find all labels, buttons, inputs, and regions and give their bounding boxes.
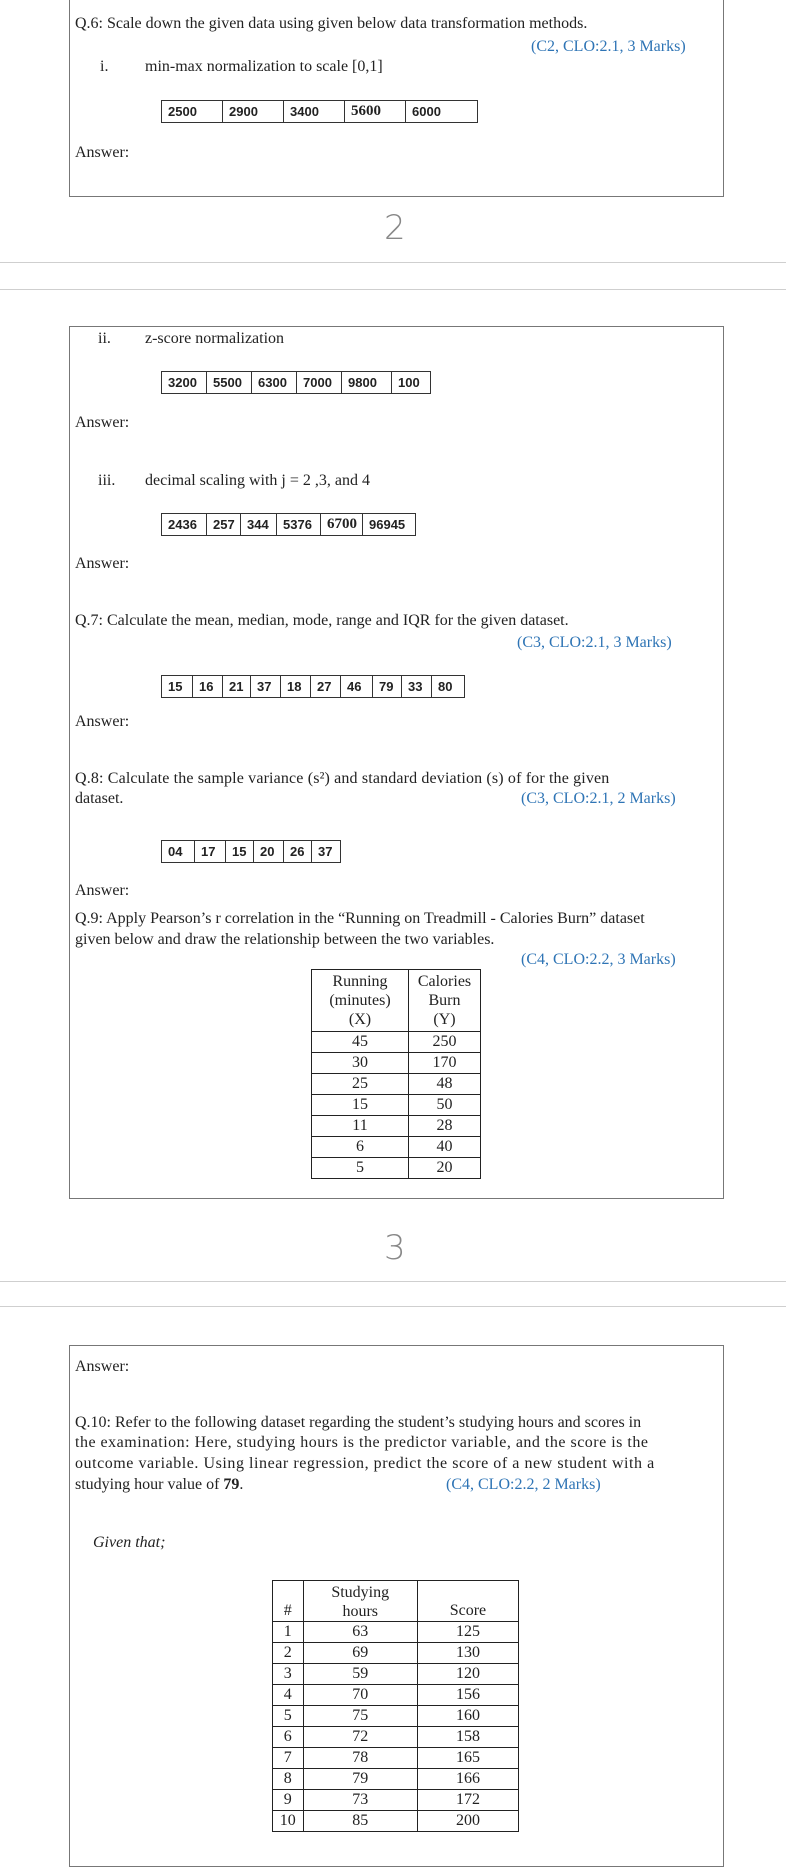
cell-index: 8 bbox=[273, 1769, 304, 1790]
cell-hours: 79 bbox=[303, 1769, 417, 1790]
cell-score: 200 bbox=[417, 1811, 518, 1832]
data-cell: 96945 bbox=[369, 517, 406, 532]
header-line: (X) bbox=[348, 1011, 372, 1028]
q6-i-text: min-max normalization to scale [0,1] bbox=[145, 58, 383, 75]
data-cell: 5500 bbox=[207, 372, 252, 393]
table-row bbox=[273, 1769, 519, 1790]
header-line: Calories bbox=[417, 973, 472, 990]
header-line: Running bbox=[332, 973, 388, 990]
table-row bbox=[273, 1811, 519, 1832]
q9-answer-label: Answer: bbox=[75, 1358, 130, 1375]
data-cell: 04 bbox=[162, 841, 195, 862]
cell-y: 250 bbox=[409, 1032, 481, 1053]
data-cell: 9800 bbox=[342, 372, 392, 393]
data-cell: 27 bbox=[311, 676, 341, 697]
q6-title: Q.6: Scale down the given data using given below data transformation methods. bbox=[75, 15, 588, 32]
q6-iii-number: iii. bbox=[98, 472, 116, 489]
q6-iii-text: decimal scaling with j = 2 ,3, and 4 bbox=[145, 472, 370, 489]
q6-iii-data-box bbox=[161, 513, 416, 536]
cell-x: 6 bbox=[312, 1137, 409, 1158]
q7-marks: (C3, CLO:2.1, 3 Marks) bbox=[517, 634, 672, 651]
cell-score: 165 bbox=[417, 1748, 518, 1769]
data-cell: 257 bbox=[207, 514, 241, 535]
data-cell: 15 bbox=[162, 676, 193, 697]
cell-index: 10 bbox=[273, 1811, 304, 1832]
page-number-3: 3 bbox=[384, 1228, 406, 1268]
cell-index: 4 bbox=[273, 1685, 304, 1706]
q10-line4-text: studying hour value of bbox=[75, 1476, 224, 1493]
data-cell: 3200 bbox=[162, 372, 207, 393]
cell-score: 166 bbox=[417, 1769, 518, 1790]
cell-index: 6 bbox=[273, 1727, 304, 1748]
q7-answer-label: Answer: bbox=[75, 713, 130, 730]
cell-score: 160 bbox=[417, 1706, 518, 1727]
cell-score: 158 bbox=[417, 1727, 518, 1748]
q6-marks: (C2, CLO:2.1, 3 Marks) bbox=[531, 38, 686, 55]
q10-header-hours bbox=[303, 1581, 417, 1622]
data-cell: 5376 bbox=[277, 514, 321, 535]
q10-given-label: Given that; bbox=[93, 1534, 166, 1551]
table-row bbox=[273, 1643, 519, 1664]
data-cell: 7000 bbox=[297, 372, 342, 393]
q7-data-box bbox=[161, 675, 465, 698]
q9-marks: (C4, CLO:2.2, 3 Marks) bbox=[521, 951, 676, 968]
q6-answer-label: Answer: bbox=[75, 144, 130, 161]
cell-y: 50 bbox=[409, 1095, 481, 1116]
data-cell: 344 bbox=[241, 514, 277, 535]
q6-ii-data-box bbox=[161, 371, 431, 394]
q6-ii-text: z-score normalization bbox=[145, 330, 285, 347]
cell-index: 1 bbox=[273, 1622, 304, 1643]
cell-y: 48 bbox=[409, 1074, 481, 1095]
cell-index: 2 bbox=[273, 1643, 304, 1664]
table-row bbox=[312, 1053, 481, 1074]
cell-x: 30 bbox=[312, 1053, 409, 1074]
table-row bbox=[273, 1664, 519, 1685]
table-row bbox=[273, 1706, 519, 1727]
data-cell: 2500 bbox=[162, 101, 223, 122]
cell-score: 156 bbox=[417, 1685, 518, 1706]
table-row bbox=[312, 1158, 481, 1179]
data-cell: 2436 bbox=[162, 514, 207, 535]
table-row bbox=[312, 1032, 481, 1053]
table-row bbox=[273, 1748, 519, 1769]
page-gap bbox=[0, 1281, 786, 1307]
data-cell: 46 bbox=[341, 676, 373, 697]
q6-ii-number: ii. bbox=[98, 330, 111, 347]
cell-index: 9 bbox=[273, 1790, 304, 1811]
table-row bbox=[273, 1790, 519, 1811]
q10-line3: outcome variable. Using linear regression, predict the score of a new student with a bbox=[75, 1455, 655, 1472]
cell-y: 28 bbox=[409, 1116, 481, 1137]
cell-hours: 78 bbox=[303, 1748, 417, 1769]
cell-y: 40 bbox=[409, 1137, 481, 1158]
cell-index: 3 bbox=[273, 1664, 304, 1685]
q10-line4 bbox=[75, 1475, 243, 1494]
q10-marks: (C4, CLO:2.2, 2 Marks) bbox=[446, 1476, 601, 1493]
q8-title-line2: dataset. bbox=[75, 790, 124, 807]
cell-index: 7 bbox=[273, 1748, 304, 1769]
cell-x: 11 bbox=[312, 1116, 409, 1137]
cell-hours: 59 bbox=[303, 1664, 417, 1685]
cell-y: 20 bbox=[409, 1158, 481, 1179]
header-line: Studying bbox=[331, 1584, 390, 1601]
data-cell: 100 bbox=[398, 375, 420, 390]
q7-title: Q.7: Calculate the mean, median, mode, range and IQR for the given dataset. bbox=[75, 612, 569, 629]
table-row bbox=[273, 1727, 519, 1748]
data-cell: 33 bbox=[402, 676, 432, 697]
cell-score: 125 bbox=[417, 1622, 518, 1643]
data-cell: 17 bbox=[195, 841, 226, 862]
data-cell: 37 bbox=[318, 844, 333, 859]
cell-score: 172 bbox=[417, 1790, 518, 1811]
q8-marks: (C3, CLO:2.1, 2 Marks) bbox=[521, 790, 676, 807]
q6-ii-answer-label: Answer: bbox=[75, 414, 130, 431]
data-cell: 18 bbox=[281, 676, 311, 697]
header-line: (Y) bbox=[433, 1011, 456, 1028]
cell-hours: 73 bbox=[303, 1790, 417, 1811]
data-cell: 37 bbox=[251, 676, 281, 697]
cell-y: 170 bbox=[409, 1053, 481, 1074]
data-cell: 80 bbox=[438, 679, 453, 694]
q6-iii-answer-label: Answer: bbox=[75, 555, 130, 572]
table-row bbox=[273, 1685, 519, 1706]
header-line: (minutes) bbox=[329, 992, 391, 1009]
q10-header-score: Score bbox=[417, 1581, 518, 1622]
data-cell: 6700 bbox=[321, 514, 363, 535]
cell-hours: 72 bbox=[303, 1727, 417, 1748]
table-row bbox=[312, 1095, 481, 1116]
q9-table bbox=[311, 969, 481, 1179]
cell-hours: 75 bbox=[303, 1706, 417, 1727]
q8-title-line1: Q.8: Calculate the sample variance (s²) and standard deviation (s) of for the given bbox=[75, 770, 610, 787]
data-cell: 21 bbox=[223, 676, 251, 697]
data-cell: 15 bbox=[226, 841, 254, 862]
data-cell: 79 bbox=[373, 676, 402, 697]
q10-table bbox=[272, 1580, 519, 1832]
data-cell: 16 bbox=[193, 676, 223, 697]
cell-score: 120 bbox=[417, 1664, 518, 1685]
data-cell: 6000 bbox=[412, 104, 441, 119]
page-gap bbox=[0, 262, 786, 290]
cell-x: 25 bbox=[312, 1074, 409, 1095]
header-line: Burn bbox=[428, 992, 461, 1009]
q10-line1: Q.10: Refer to the following dataset regarding the student’s studying hours and scores in bbox=[75, 1414, 642, 1431]
data-cell: 2900 bbox=[223, 101, 284, 122]
table-row bbox=[312, 1137, 481, 1158]
q10-line2: the examination: Here, studying hours is the predictor variable, and the score is the bbox=[75, 1434, 649, 1451]
table-row bbox=[312, 1116, 481, 1137]
q6-i-number: i. bbox=[100, 58, 109, 75]
cell-hours: 69 bbox=[303, 1643, 417, 1664]
data-cell: 3400 bbox=[284, 101, 345, 122]
q9-title-line2: given below and draw the relationship between the two variables. bbox=[75, 931, 495, 948]
data-cell: 5600 bbox=[345, 101, 406, 122]
q9-title-line1: Q.9: Apply Pearson’s r correlation in the “Running on Treadmill - Calories Burn” dataset bbox=[75, 910, 645, 927]
cell-x: 45 bbox=[312, 1032, 409, 1053]
q9-header-y bbox=[409, 970, 481, 1032]
cell-hours: 70 bbox=[303, 1685, 417, 1706]
cell-hours: 85 bbox=[303, 1811, 417, 1832]
table-row bbox=[312, 1074, 481, 1095]
header-line: hours bbox=[342, 1603, 379, 1620]
data-cell: 20 bbox=[254, 841, 284, 862]
data-cell: 26 bbox=[284, 841, 312, 862]
q8-data-box bbox=[161, 840, 341, 863]
q10-header-index: # bbox=[273, 1581, 304, 1622]
q6-i-data-box bbox=[161, 100, 478, 123]
q8-answer-label: Answer: bbox=[75, 882, 130, 899]
q10-studying-hour-value: 79 bbox=[223, 1476, 240, 1493]
q9-header-x bbox=[312, 970, 409, 1032]
cell-x: 5 bbox=[312, 1158, 409, 1179]
q10-line4-end: . bbox=[239, 1476, 244, 1493]
cell-x: 15 bbox=[312, 1095, 409, 1116]
cell-index: 5 bbox=[273, 1706, 304, 1727]
table-row bbox=[273, 1622, 519, 1643]
cell-hours: 63 bbox=[303, 1622, 417, 1643]
data-cell: 6300 bbox=[252, 372, 297, 393]
cell-score: 130 bbox=[417, 1643, 518, 1664]
page-number-2: 2 bbox=[384, 208, 406, 248]
